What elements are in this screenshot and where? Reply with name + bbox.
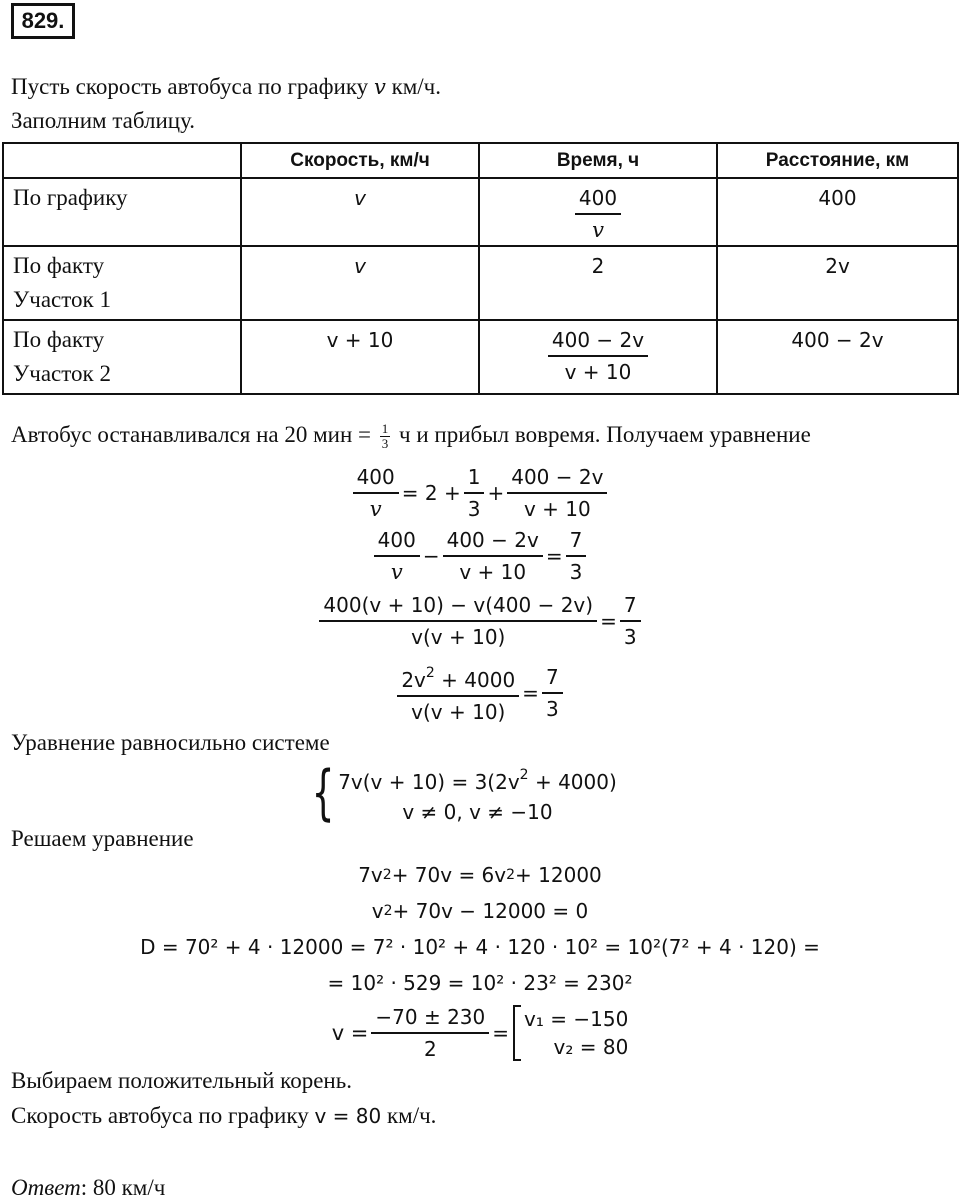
- time-fraction: [548, 325, 648, 387]
- cell-distance: 2v: [717, 246, 958, 320]
- row-label-1: По графику: [13, 185, 128, 210]
- intro-var: v: [373, 75, 386, 99]
- root-lhs: v =: [331, 1021, 369, 1045]
- root-1: v₁ = −150: [524, 1007, 629, 1031]
- s2-a: v: [371, 899, 384, 923]
- solve-line-2: [0, 896, 960, 926]
- eq1-num-3: 400 − 2v: [507, 462, 607, 494]
- stop-frac-num: 1: [381, 421, 389, 437]
- eq1-plus: +: [487, 481, 505, 505]
- eq2-num-2: 400 − 2v: [443, 525, 543, 557]
- brace-icon: {: [311, 758, 335, 828]
- bracket-icon: [513, 1005, 521, 1061]
- stop-post: ч и прибыл вовремя. Получаем уравнение: [393, 422, 811, 447]
- roots-line: [0, 1000, 960, 1066]
- s1-c: + 12000: [515, 863, 602, 887]
- system-line-2: v ≠ 0, v ≠ −10: [402, 799, 553, 824]
- table-row: [3, 320, 958, 394]
- root-num: −70 ± 230: [371, 1002, 489, 1034]
- eq2-den-2: v + 10: [459, 560, 527, 584]
- eq1-den-3: v + 10: [523, 497, 591, 521]
- cell-time: [479, 178, 717, 246]
- eq1-frac-1: [353, 462, 399, 524]
- time-num: 400 − 2v: [548, 325, 648, 357]
- table-header-distance: Расстояние, км: [717, 143, 958, 178]
- root-fraction: [371, 1002, 489, 1064]
- equation-4: [0, 658, 960, 727]
- stop-pre: Автобус останавливался на 20 мин =: [11, 422, 377, 447]
- eq4-frac-2: [542, 662, 563, 724]
- row-label-1: По факту: [13, 327, 105, 352]
- table-header-row: [3, 143, 958, 178]
- stop-text: [11, 422, 811, 451]
- solve-text: Решаем уравнение: [11, 826, 194, 851]
- eq2-num-1: 400: [374, 525, 420, 557]
- discriminant-line-1: D = 70² + 4 · 12000 = 7² · 10² + 4 · 120 · 10² = 10²(7² + 4 · 120) =: [140, 935, 820, 959]
- eq4-num-b: + 4000: [434, 668, 516, 692]
- system-text: Уравнение равносильно системе: [11, 730, 330, 755]
- eq4-den-2: 3: [545, 696, 559, 721]
- root-2: v₂ = 80: [553, 1035, 629, 1059]
- table-header-speed: Скорость, км/ч: [241, 143, 479, 178]
- cell-distance: 400 − 2v: [717, 320, 958, 394]
- system-lines: [338, 760, 617, 827]
- eq2-den-1: v: [390, 560, 403, 584]
- eq3-num-1: 400(v + 10) − v(400 − 2v): [319, 590, 597, 622]
- eq1-num-1: 400: [353, 462, 399, 494]
- eq4-num-a: 2v: [401, 668, 426, 692]
- s2-b: + 70v − 12000 = 0: [392, 899, 589, 923]
- stop-frac-den: 3: [381, 436, 389, 452]
- time-fraction: [575, 183, 621, 245]
- s1-a: 7v: [358, 863, 383, 887]
- eq4-eq: =: [522, 680, 539, 705]
- equation-3: [0, 590, 960, 652]
- intro-pre: Пусть скорость автобуса по графику: [11, 74, 374, 99]
- intro-line-2: Заполним таблицу.: [11, 108, 196, 133]
- system-line-1: [338, 760, 617, 797]
- row-label-2: Участок 1: [13, 287, 111, 312]
- row-label-2: Участок 2: [13, 361, 111, 386]
- cell-speed: v: [241, 178, 479, 246]
- eq1-den-2: 3: [467, 497, 481, 521]
- answer-value: : 80 км/ч: [80, 1175, 166, 1200]
- eq4-frac-1: [397, 658, 519, 727]
- sys-1sup: 2: [519, 766, 529, 783]
- time-num: 400: [575, 183, 621, 215]
- cell-time: 2: [479, 246, 717, 320]
- equation-2: [0, 525, 960, 587]
- eq3-den-2: 3: [623, 625, 637, 649]
- cell-time: [479, 320, 717, 394]
- eq2-num-3: 7: [566, 525, 587, 557]
- s1-b: + 70v = 6v: [391, 863, 507, 887]
- table-row: [3, 246, 958, 320]
- eq2-frac-1: [374, 525, 420, 587]
- row-label: [3, 246, 241, 320]
- solve-line-1: [0, 860, 960, 890]
- row-label: [3, 178, 241, 246]
- stop-fraction: [380, 422, 391, 451]
- s1-sup1: 2: [382, 867, 392, 883]
- eq1-frac-2: [464, 462, 485, 524]
- eq4-num-1: [397, 658, 519, 697]
- table-header-time: Время, ч: [479, 143, 717, 178]
- problem-number: 829.: [11, 3, 75, 39]
- choose-text: Выбираем положительный корень.: [11, 1068, 352, 1093]
- discriminant-line-2: = 10² · 529 = 10² · 23² = 230²: [327, 971, 633, 995]
- eq3-den-1: v(v + 10): [411, 625, 506, 649]
- eq2-frac-3: [566, 525, 587, 587]
- system: [304, 758, 617, 828]
- data-table: [2, 142, 959, 395]
- eq4-num-2: 7: [542, 662, 563, 694]
- intro-line-1: [11, 74, 441, 100]
- time-den: v + 10: [564, 360, 632, 384]
- eq3-frac-2: [620, 590, 641, 652]
- result-pre: Скорость автобуса по графику: [11, 1103, 315, 1128]
- cell-speed: v: [241, 246, 479, 320]
- eq2-frac-2: [443, 525, 543, 587]
- table-header-empty: [3, 143, 241, 178]
- result-post: км/ч.: [381, 1103, 437, 1128]
- eq1-frac-3: [507, 462, 607, 524]
- result-math: v = 80: [314, 1104, 382, 1128]
- cell-distance: 400: [717, 178, 958, 246]
- eq3-frac-1: [319, 590, 597, 652]
- roots-list: [524, 1005, 628, 1061]
- cell-speed: v + 10: [241, 320, 479, 394]
- eq1-mid: = 2 +: [401, 481, 461, 505]
- sys-1b: + 4000): [528, 769, 617, 794]
- root-den: 2: [423, 1037, 437, 1061]
- answer-line: [11, 1175, 165, 1201]
- table-row: [3, 178, 958, 246]
- eq2-den-3: 3: [569, 560, 583, 584]
- eq1-den-1: v: [369, 497, 382, 521]
- row-label-1: По факту: [13, 253, 105, 278]
- s1-sup2: 2: [506, 867, 516, 883]
- sys-1a: 7v(v + 10) = 3(2v: [338, 769, 520, 794]
- eq3-eq: =: [600, 609, 617, 633]
- eq2-minus: −: [422, 544, 440, 568]
- eq3-num-2: 7: [620, 590, 641, 622]
- answer-label: Ответ: [11, 1175, 81, 1200]
- eq1-num-2: 1: [464, 462, 485, 494]
- intro-post: км/ч.: [385, 74, 441, 99]
- time-den: v: [592, 218, 604, 242]
- eq2-eq: =: [545, 544, 563, 568]
- root-eq: =: [492, 1021, 510, 1045]
- row-label: [3, 320, 241, 394]
- eq4-num-sup: 2: [425, 665, 435, 681]
- equation-1: [0, 462, 960, 524]
- eq4-den-1: v(v + 10): [411, 700, 506, 724]
- result-line: [11, 1103, 436, 1129]
- s2-sup: 2: [383, 903, 393, 919]
